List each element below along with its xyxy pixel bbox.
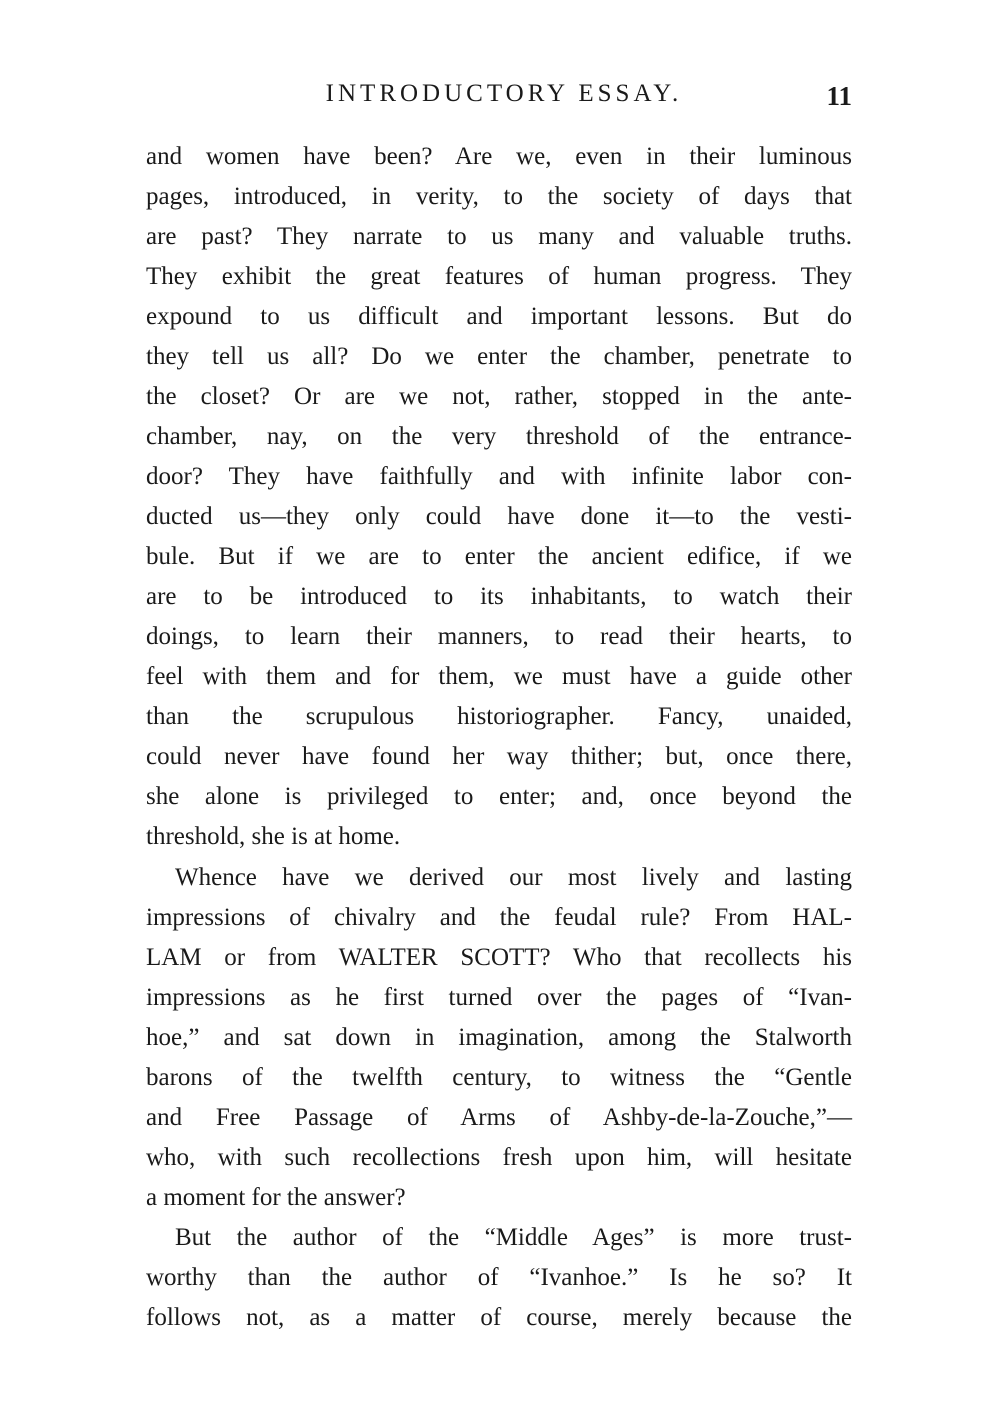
text-line: pages, introduced, in verity, to the society of days that (146, 183, 852, 210)
text-line: doings, to learn their manners, to read their hearts, to (146, 623, 852, 650)
text-line: door? They have faithfully and with infinite labor con- (146, 463, 852, 490)
text-line: LAM or from WALTER SCOTT? Who that recollects his (146, 944, 852, 971)
text-line: she alone is privileged to enter; and, once beyond the (146, 783, 852, 810)
text-line: threshold, she is at home. (146, 823, 401, 850)
text-line: impressions as he first turned over the pages of “Ivan- (146, 984, 852, 1011)
text-line: bule. But if we are to enter the ancient edifice, if we (146, 543, 852, 570)
page-number: 11 (826, 81, 852, 111)
text-line: the closet? Or are we not, rather, stopped in the ante- (146, 383, 852, 410)
text-line: they tell us all? Do we enter the chamber, penetrate to (146, 343, 852, 370)
text-line: could never have found her way thither; but, once there, (146, 743, 852, 770)
text-line: chamber, nay, on the very threshold of the entrance- (146, 423, 852, 450)
text-line: feel with them and for them, we must have a guide other (146, 663, 852, 690)
text-line: They exhibit the great features of human progress. They (146, 263, 852, 290)
text-line: worthy than the author of “Ivanhoe.” Is he so? It (146, 1264, 852, 1291)
text-line: follows not, as a matter of course, merely because the (146, 1304, 852, 1331)
text-line: and women have been? Are we, even in their luminous (146, 143, 852, 170)
text-line: who, with such recollections fresh upon him, will hesitate (146, 1144, 852, 1171)
running-head: INTRODUCTORY ESSAY. (325, 80, 683, 107)
text-line: than the scrupulous historiographer. Fancy, unaided, (146, 703, 852, 730)
text-line: a moment for the answer? (146, 1184, 406, 1211)
text-line: and Free Passage of Arms of Ashby-de-la-Zouche,”— (146, 1104, 852, 1131)
text-line: are past? They narrate to us many and valuable truths. (146, 223, 852, 250)
text-line: impressions of chivalry and the feudal rule? From HAL- (146, 904, 852, 931)
text-line: hoe,” and sat down in imagination, among the Stalworth (146, 1024, 852, 1051)
text-line: barons of the twelfth century, to witness the “Gentle (146, 1064, 852, 1091)
text-line: Whence have we derived our most lively and lasting (175, 864, 852, 891)
text-line: are to be introduced to its inhabitants, to watch their (146, 583, 852, 610)
text-line: But the author of the “Middle Ages” is more trust- (175, 1224, 852, 1251)
text-line: ducted us—they only could have done it—to the vesti- (146, 503, 852, 530)
text-line: expound to us difficult and important lessons. But do (146, 303, 852, 330)
page-header (146, 74, 854, 114)
